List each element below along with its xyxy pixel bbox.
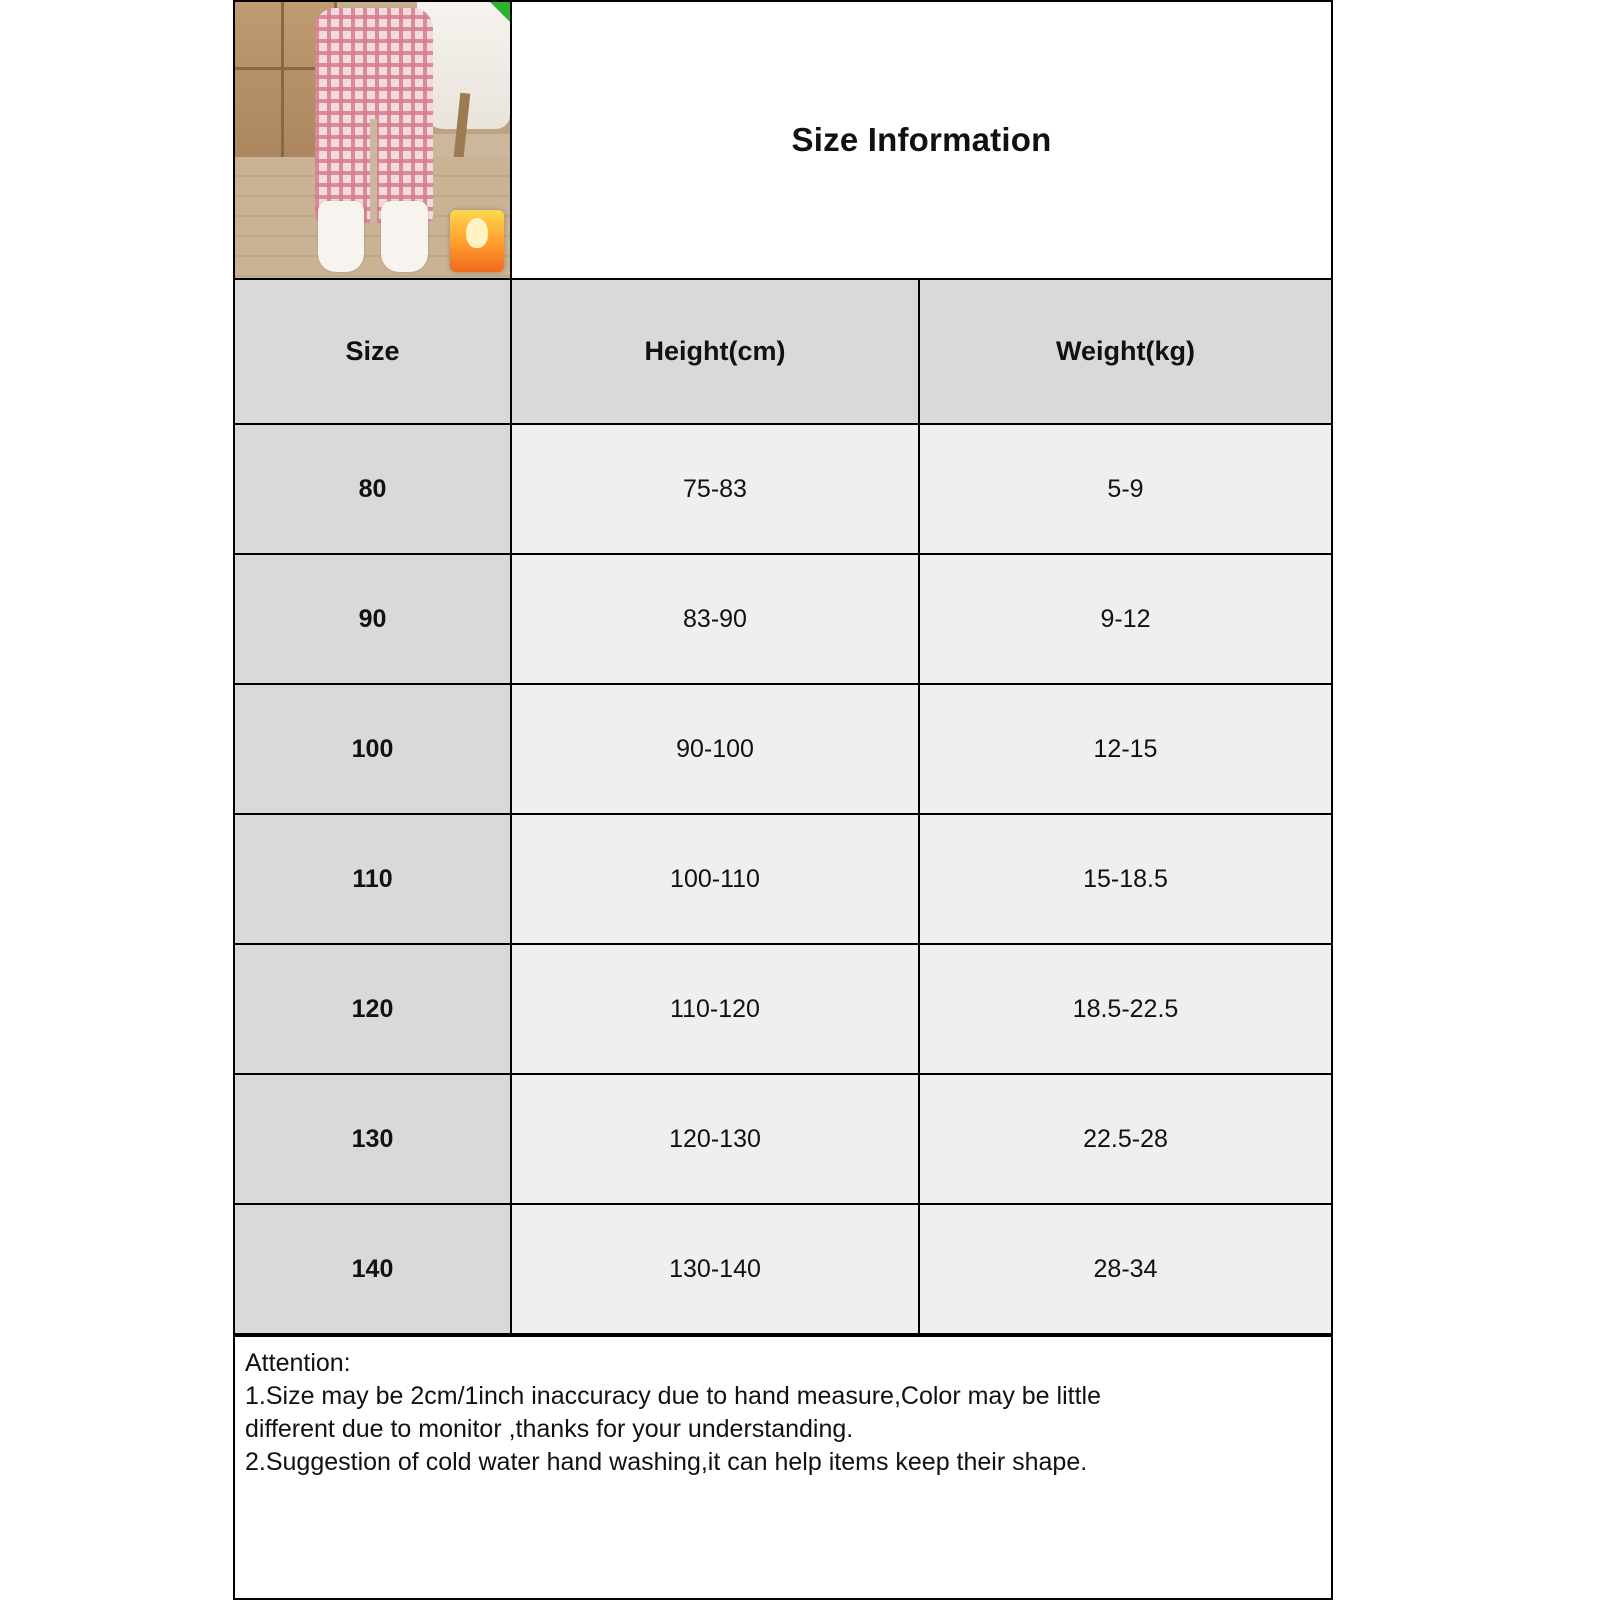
table-header-row bbox=[235, 280, 1331, 425]
column-header-height: Height(cm) bbox=[512, 280, 920, 423]
cell-height: 90-100 bbox=[512, 685, 920, 813]
cell-height: 83-90 bbox=[512, 555, 920, 683]
cell-weight: 9-12 bbox=[920, 555, 1331, 683]
cell-height: 75-83 bbox=[512, 425, 920, 553]
column-header-weight: Weight(kg) bbox=[920, 280, 1331, 423]
cell-weight: 5-9 bbox=[920, 425, 1331, 553]
table-row bbox=[235, 425, 1331, 555]
table-row bbox=[235, 685, 1331, 815]
cell-size: 120 bbox=[235, 945, 512, 1073]
cell-weight: 28-34 bbox=[920, 1205, 1331, 1333]
cell-weight: 15-18.5 bbox=[920, 815, 1331, 943]
photo-plaid-pants bbox=[315, 8, 433, 223]
size-table bbox=[235, 280, 1331, 1598]
fleece-flame-badge-icon bbox=[450, 210, 504, 272]
green-corner-marker-icon bbox=[489, 2, 511, 23]
cell-weight: 22.5-28 bbox=[920, 1075, 1331, 1203]
cell-size: 110 bbox=[235, 815, 512, 943]
cell-height: 110-120 bbox=[512, 945, 920, 1073]
table-row bbox=[235, 555, 1331, 685]
cell-height: 130-140 bbox=[512, 1205, 920, 1333]
product-photo bbox=[235, 2, 512, 278]
cell-size: 80 bbox=[235, 425, 512, 553]
cell-size: 130 bbox=[235, 1075, 512, 1203]
attention-line-3: 2.Suggestion of cold water hand washing,it can help items keep their shape. bbox=[245, 1448, 1088, 1476]
photo-pants-gap bbox=[370, 119, 377, 222]
attention-heading: Attention: bbox=[245, 1349, 351, 1377]
attention-line-1: 1.Size may be 2cm/1inch inaccuracy due to hand measure,Color may be little bbox=[245, 1382, 1101, 1410]
photo-sock-left bbox=[318, 201, 365, 273]
size-chart-table bbox=[233, 0, 1333, 1600]
column-header-size: Size bbox=[235, 280, 512, 423]
table-row bbox=[235, 1205, 1331, 1335]
header-band bbox=[235, 2, 1331, 280]
attention-line-2: different due to monitor ,thanks for your understanding. bbox=[245, 1415, 854, 1443]
product-photo-image bbox=[235, 2, 510, 278]
table-row bbox=[235, 1075, 1331, 1205]
photo-cabinet-divider bbox=[281, 2, 284, 173]
cell-height: 120-130 bbox=[512, 1075, 920, 1203]
photo-sock-right bbox=[381, 201, 428, 273]
table-row bbox=[235, 815, 1331, 945]
title-cell bbox=[512, 2, 1331, 278]
page-title: Size Information bbox=[791, 121, 1052, 158]
cell-weight: 18.5-22.5 bbox=[920, 945, 1331, 1073]
cell-height: 100-110 bbox=[512, 815, 920, 943]
table-row bbox=[235, 945, 1331, 1075]
cell-size: 100 bbox=[235, 685, 512, 813]
cell-weight: 12-15 bbox=[920, 685, 1331, 813]
cell-size: 90 bbox=[235, 555, 512, 683]
attention-note bbox=[235, 1335, 1331, 1598]
cell-size: 140 bbox=[235, 1205, 512, 1333]
